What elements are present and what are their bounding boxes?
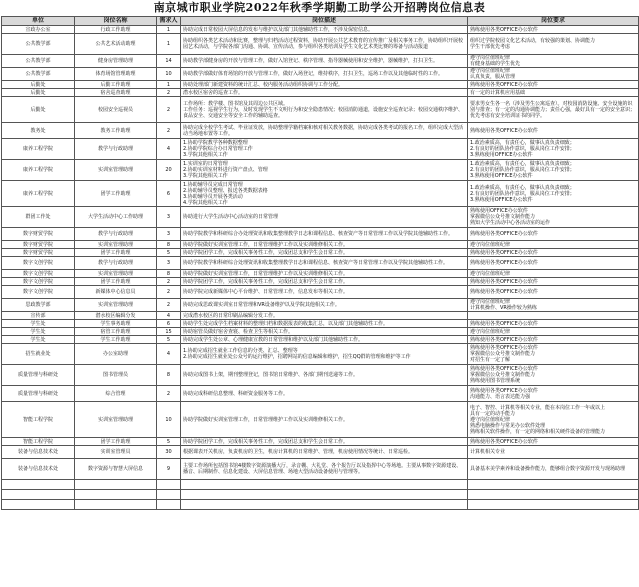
- cell-num[interactable]: 8: [157, 365, 181, 386]
- cell-req[interactable]: 1.政治素质高，有责任心，做事认真负责细致； 2.有良好的团队协作意识，服从岗位工作安排； 3.熟练使用OFFICE办公软件: [468, 181, 639, 207]
- cell-desc[interactable]: 协助处理部门新建资料的统计汇总、校内服务活动组织协调与工作分配。: [181, 81, 468, 89]
- table-row: [2, 228, 639, 241]
- cell-req[interactable]: 熟练使用各类OFFICE办公软件: [468, 249, 639, 257]
- empty-row: [2, 490, 639, 500]
- cell-req[interactable]: 有一定的计算机应用基础: [468, 89, 639, 97]
- cell-unit[interactable]: 学生处: [2, 320, 75, 328]
- cell-req[interactable]: 熟练使用各类OFFICE办公软件: [468, 257, 639, 270]
- cell-post[interactable]: 校园安全巡视员: [75, 97, 157, 123]
- cell-post[interactable]: 图书管理员: [75, 365, 157, 386]
- header-req: 岗位要求: [468, 17, 639, 26]
- cell-desc[interactable]: 协助教学部做好体育场馆的开放与管理工作，做好入场登记，维持秩序，打扫卫生，巡场工作以及其他临时性的工作。: [181, 68, 468, 81]
- cell-desc[interactable]: 协助学院团学工作，完成相关事务性工作，完成团总支和学生会日常工作。: [181, 278, 468, 286]
- cell-unit[interactable]: 数字文创学院: [2, 278, 75, 286]
- cell-num[interactable]: 2: [157, 97, 181, 123]
- table-row: [2, 278, 639, 286]
- cell-post[interactable]: 实训室管理员: [75, 446, 157, 459]
- table-row: [2, 139, 639, 160]
- cell-num[interactable]: 4: [157, 312, 181, 320]
- header-unit: 单位: [2, 17, 75, 26]
- cell-unit[interactable]: 公共教学部: [2, 68, 75, 81]
- cell-post[interactable]: 综合管理: [75, 386, 157, 402]
- cell-unit[interactable]: 学生处: [2, 336, 75, 344]
- cell-post[interactable]: 公共艺术活动助理: [75, 34, 157, 55]
- empty-cell[interactable]: [181, 490, 468, 500]
- cell-post[interactable]: 教学与行政助理: [75, 257, 157, 270]
- cell-unit[interactable]: 宣传部: [2, 312, 75, 320]
- cell-post[interactable]: 宿管工作助理: [75, 328, 157, 336]
- table-row: [2, 241, 639, 249]
- cell-unit[interactable]: 后勤处: [2, 89, 75, 97]
- cell-req[interactable]: 1.政治素质高，有责任心，做事认真负责细致； 2.有良好的团队协作意识，服从岗位工作安排； 3.熟练使用OFFICE办公软件: [468, 160, 639, 181]
- cell-num[interactable]: 2: [157, 278, 181, 286]
- cell-desc[interactable]: 1.协助学院教学各种数据整理 2.协助学院综合办日常管理工作 3.学院其他相关工作: [181, 139, 468, 160]
- cell-unit[interactable]: 学生处: [2, 328, 75, 336]
- cell-req[interactable]: 熟练使用各类OFFICE办公软件: [468, 336, 639, 344]
- cell-post[interactable]: 教学与行政助理: [75, 139, 157, 160]
- cell-unit[interactable]: 数字财贸学院: [2, 228, 75, 241]
- cell-desc[interactable]: 主要工作场所包括图书馆4楼数字资源演播大厅，录音棚、大礼堂、各个报告厅以及指挥中心等场地。主要从事数字资源建设、播音、后期制作、信息化建设、大屏信息管理、场地大型活动设备使用与管理等。: [181, 459, 468, 480]
- cell-unit[interactable]: 招生就业处: [2, 344, 75, 365]
- cell-unit[interactable]: 公共教学部: [2, 34, 75, 55]
- table-row: [2, 257, 639, 270]
- cell-num[interactable]: 30: [157, 446, 181, 459]
- cell-num[interactable]: 10: [157, 402, 181, 438]
- table-row: [2, 286, 639, 299]
- cell-desc[interactable]: 协助学院做好实训室管理工作，日常管理维护工作以及实训维修相关工作。: [181, 241, 468, 249]
- cell-req[interactable]: 遵守岗位值班纪律 计算机操作、VR操作较为熟练: [468, 299, 639, 312]
- cell-post[interactable]: 实训室管理助理: [75, 402, 157, 438]
- cell-desc[interactable]: 协助学院教学和科研综合办处理资讯和收集整理教学日志和课程信息、核查资产等日常管理工作以及学院其他辅助性工作。: [181, 228, 468, 241]
- cell-req[interactable]: 熟练使用各类OFFICE办公软件: [468, 81, 639, 89]
- empty-cell[interactable]: [2, 480, 75, 490]
- cell-unit[interactable]: 后勤处: [2, 81, 75, 89]
- cell-post[interactable]: 教务工作助理: [75, 123, 157, 139]
- cell-req[interactable]: 1.政治素质高，有责任心，做事认真负责细致； 2.有良好的团队协作意识，服从岗位工作安排； 3.熟练使用OFFICE办公软件: [468, 139, 639, 160]
- header-row: [2, 17, 639, 26]
- cell-num[interactable]: 5: [157, 336, 181, 344]
- cell-req[interactable]: 熟练使用各类OFFICE办公软件: [468, 438, 639, 446]
- cell-req[interactable]: 组织过学院校园文化艺术活动，有较强的策划、协调能力 学生干部优先考虑: [468, 34, 639, 55]
- cell-post[interactable]: 团学工作助理: [75, 181, 157, 207]
- cell-desc[interactable]: 完成潜水校区的日常印刷品编辑分发工作。: [181, 312, 468, 320]
- cell-desc[interactable]: 协助学院团学工作，完成相关事务性工作，完成团总支和学生会日常工作。: [181, 249, 468, 257]
- empty-cell[interactable]: [75, 480, 157, 490]
- cell-unit[interactable]: 后勤处: [2, 97, 75, 123]
- table-row: [2, 89, 639, 97]
- cell-desc[interactable]: 协助完成科研信息整理、科研资金服务等工作。: [181, 386, 468, 402]
- table-row: [2, 336, 639, 344]
- cell-req[interactable]: 遵守岗位值班纪律: [468, 270, 639, 278]
- empty-cell[interactable]: [157, 500, 181, 510]
- cell-post[interactable]: 团学工作助理: [75, 249, 157, 257]
- empty-cell[interactable]: [181, 500, 468, 510]
- cell-post[interactable]: 办公室助理: [75, 344, 157, 365]
- cell-desc[interactable]: 潜水校区宿舍的巡查工作。: [181, 89, 468, 97]
- cell-req[interactable]: 熟练使用各类OFFICE办公软件: [468, 228, 639, 241]
- cell-unit[interactable]: 数字文创学院: [2, 257, 75, 270]
- empty-cell[interactable]: [157, 490, 181, 500]
- table-row: [2, 459, 639, 480]
- table-row: [2, 68, 639, 81]
- cell-num[interactable]: 2: [157, 123, 181, 139]
- cell-post[interactable]: 新媒体中心信息员: [75, 286, 157, 299]
- cell-desc[interactable]: 协助完成日常校园大屏信息的发布与维护以及部门其他辅助性工作，不涉及保密信息。: [181, 26, 468, 34]
- cell-desc[interactable]: 协助进行大学生活动中心活动室的日常管理: [181, 207, 468, 228]
- cell-unit[interactable]: 智能工程学院: [2, 402, 75, 438]
- cell-post[interactable]: 学生事务助理: [75, 320, 157, 328]
- cell-num[interactable]: 20: [157, 160, 181, 181]
- header-desc: 岗位描述: [181, 17, 468, 26]
- table-row: [2, 55, 639, 68]
- cell-unit[interactable]: 数字文创学院: [2, 270, 75, 278]
- empty-cell[interactable]: [75, 500, 157, 510]
- cell-req[interactable]: 熟练使用各类OFFICE办公软件: [468, 320, 639, 328]
- cell-desc[interactable]: 协助学院教学和科研综合处理资讯和收集整理教学日志和课程信息、核查资产等日常管理工作以及学院其他辅助性工作。: [181, 257, 468, 270]
- table-row: [2, 365, 639, 386]
- cell-num[interactable]: 3: [157, 207, 181, 228]
- empty-cell[interactable]: [468, 480, 639, 490]
- cell-num[interactable]: 8: [157, 270, 181, 278]
- cell-unit[interactable]: 数字财贸学院: [2, 241, 75, 249]
- cell-unit[interactable]: 装备与信息技术处: [2, 459, 75, 480]
- cell-req[interactable]: 遵守岗位值班纪律: [468, 328, 639, 336]
- cell-num[interactable]: 5: [157, 438, 181, 446]
- cell-num[interactable]: 2: [157, 386, 181, 402]
- cell-unit[interactable]: 群团工作处: [2, 207, 75, 228]
- cell-post[interactable]: 团学工作助理: [75, 278, 157, 286]
- cell-req[interactable]: 遵守岗位值班纪律 认真负责，服从管理: [468, 68, 639, 81]
- cell-desc[interactable]: 协助学院做好实训室管理工作，日常管理维护工作以及实训维修相关工作。: [181, 402, 468, 438]
- table-row: [2, 446, 639, 459]
- cell-post[interactable]: 行政工作助理: [75, 26, 157, 34]
- cell-post[interactable]: 数字资源与智慧大屏信息: [75, 459, 157, 480]
- cell-desc[interactable]: 协助学院做好实训室管理工作，日常管理维护工作以及实训维修相关工作。: [181, 270, 468, 278]
- table-row: [2, 123, 639, 139]
- cell-unit[interactable]: 数字财贸学院: [2, 249, 75, 257]
- cell-desc[interactable]: 1.协助完成招生就业工作信息的分类、汇总、整理等 2.协助完成招生就业处公众号的运行维护，招聘网站的信息编辑和维护，招生QQ群的管理和维护等工作: [181, 344, 468, 365]
- cell-num[interactable]: 6: [157, 320, 181, 328]
- cell-post[interactable]: 宿舍巡查助理: [75, 89, 157, 97]
- job-table: [1, 16, 639, 510]
- cell-post[interactable]: 健身房管理助理: [75, 55, 157, 68]
- cell-req[interactable]: 熟练使用各类OFFICE办公软件: [468, 26, 639, 34]
- page-title: 南京城市职业学院2022年秋季学期勤工助学公开招聘岗位信息表: [153, 1, 486, 14]
- cell-desc[interactable]: 1.协助辅导员完成日常管理 2.协助辅导员整理、报送各类数据表格 3.协助辅导员开展各类活动 4.学院其他相关工作: [181, 181, 468, 207]
- table-row: [2, 320, 639, 328]
- cell-req[interactable]: 熟练使用各类OFFICE办公软件: [468, 278, 639, 286]
- cell-desc[interactable]: 协助学生处完成学生档案材料的整理归档和数据报表的收集汇总，以及部门其他辅助性工作。: [181, 320, 468, 328]
- cell-num[interactable]: 10: [157, 68, 181, 81]
- table-row: [2, 181, 639, 207]
- cell-req[interactable]: 遵守岗位值班纪律: [468, 241, 639, 249]
- cell-req[interactable]: 熟练使用各类OFFICE办公软件: [468, 123, 639, 139]
- cell-desc[interactable]: 协助宿管员做好宿舍查寝、检查卫生等相关工作。: [181, 328, 468, 336]
- cell-num[interactable]: 14: [157, 55, 181, 68]
- cell-req[interactable]: 熟练使用各类OFFICE办公软件 掌握微信公众号推文制作能力 熟练使用图书管理系统: [468, 365, 639, 386]
- cell-unit[interactable]: 数字文创学院: [2, 286, 75, 299]
- cell-num[interactable]: 15: [157, 328, 181, 336]
- cell-post[interactable]: 实训室管理助理: [75, 160, 157, 181]
- header-post: 岗位名称: [75, 17, 157, 26]
- empty-cell[interactable]: [157, 480, 181, 490]
- cell-desc[interactable]: 协助学院团学工作，完成相关事务性工作，完成团总支和学生会日常工作。: [181, 438, 468, 446]
- table-row: [2, 270, 639, 278]
- empty-cell[interactable]: [2, 500, 75, 510]
- cell-post[interactable]: 团学工作助理: [75, 438, 157, 446]
- cell-post[interactable]: 实训室管理助理: [75, 241, 157, 249]
- cell-num[interactable]: 1: [157, 81, 181, 89]
- cell-req[interactable]: 计算机相关专业: [468, 446, 639, 459]
- cell-unit[interactable]: 康养工程学院: [2, 160, 75, 181]
- cell-post[interactable]: 实训室管理助理: [75, 299, 157, 312]
- table-row: [2, 312, 639, 320]
- table-row: [2, 97, 639, 123]
- header-num: 需求人: [157, 17, 181, 26]
- cell-unit[interactable]: 公共教学部: [2, 55, 75, 68]
- cell-desc[interactable]: 协助教学部健身房的开放与管理工作，做好入馆登记、秩序管理、指导器械使用和安全维护，器械维护，打扫卫生。: [181, 55, 468, 68]
- cell-req[interactable]: 遵守岗位值班纪律 有健身基础的学生优先: [468, 55, 639, 68]
- cell-unit[interactable]: 智能工程学院: [2, 438, 75, 446]
- cell-num[interactable]: 6: [157, 181, 181, 207]
- cell-desc[interactable]: 根据课表开关机房，负责机房的卫生，机房计算机的日常维护、管理，机房使用情况等统计、日常巡检。: [181, 446, 468, 459]
- cell-req[interactable]: 电子、智控、计算机等相关专业，能在本岗位工作一年或以上 具有一定的动手能力 遵守岗位值班纪律 熟悉电脑操作与常见办公软件处理 熟练相关软件操作，有一定的网络和相关硬件设备的管理能力: [468, 402, 639, 438]
- table-row: [2, 328, 639, 336]
- cell-num[interactable]: 4: [157, 344, 181, 365]
- cell-req[interactable]: 熟练使用各类OFFICE办公软件 掌握微信公众号推文制作能力 对招生有一定了解: [468, 344, 639, 365]
- table-row: [2, 26, 639, 34]
- cell-post[interactable]: 后勤工作助理: [75, 81, 157, 89]
- cell-post[interactable]: 体育场馆管理助理: [75, 68, 157, 81]
- cell-num[interactable]: 2: [157, 286, 181, 299]
- table-row: [2, 34, 639, 55]
- cell-desc[interactable]: 协助完成学生处公章、心理健康宣教的日常管理和维护以及部门其他辅助性工作。: [181, 336, 468, 344]
- table-row: [2, 386, 639, 402]
- empty-cell[interactable]: [468, 490, 639, 500]
- table-row: [2, 207, 639, 228]
- cell-req[interactable]: [468, 312, 639, 320]
- cell-unit[interactable]: 质量管理与科研处: [2, 386, 75, 402]
- table-row: [2, 438, 639, 446]
- cell-unit[interactable]: 宣政办公室: [2, 26, 75, 34]
- cell-desc[interactable]: 协助学院完成新媒体中心平台维护、日常管理工作，信息发布等相关工作。: [181, 286, 468, 299]
- cell-post[interactable]: 学生工作助理: [75, 336, 157, 344]
- cell-num[interactable]: 4: [157, 139, 181, 160]
- cell-unit[interactable]: 教务处: [2, 123, 75, 139]
- table-row: [2, 249, 639, 257]
- cell-post[interactable]: 潜水校区编辑分发: [75, 312, 157, 320]
- cell-req[interactable]: 具备基本美学素养和设备操作能力，能够组合数字资源开发与现场助理: [468, 459, 639, 480]
- empty-cell[interactable]: [2, 490, 75, 500]
- cell-unit[interactable]: 思政教学部: [2, 299, 75, 312]
- cell-num[interactable]: 1: [157, 34, 181, 55]
- cell-unit[interactable]: 质量管理与科研处: [2, 365, 75, 386]
- cell-num[interactable]: 1: [157, 26, 181, 34]
- cell-req[interactable]: 熟练使用各类OFFICE办公软件: [468, 286, 639, 299]
- empty-row: [2, 500, 639, 510]
- cell-req[interactable]: 熟练使用OFFICE办公软件 掌握微信公众号推文制作能力 熟知大学生活动中心各活动室的运作: [468, 207, 639, 228]
- cell-num[interactable]: 5: [157, 249, 181, 257]
- table-row: [2, 402, 639, 438]
- cell-unit[interactable]: 装备与信息技术处: [2, 446, 75, 459]
- table-row: [2, 299, 639, 312]
- cell-desc[interactable]: 协助完成思政课实训室日常管理和VR设备维护以及学院其他相关工作。: [181, 299, 468, 312]
- cell-req[interactable]: 要求男女生各一名（涉及男生公寓巡查）。对校园消防设施、安全设施的识别与排查；有一定的沟通协调能力；责任心强，最好具有一定的安全意识；优先考虑有安全培训证书的同学。: [468, 97, 639, 123]
- table-row: [2, 344, 639, 365]
- cell-desc[interactable]: 工作场所：教学楼、图书馆及其周边公共区域。 工作任务：巡视学生行为，及时发现学生不文明行为和安全隐患情况；校园消防通道，设施安全巡查记录；校园交通秩序维护、食品安全、交通安全等安全工作的辅助巡查。: [181, 97, 468, 123]
- cell-num[interactable]: 9: [157, 459, 181, 480]
- cell-num[interactable]: 2: [157, 89, 181, 97]
- empty-cell[interactable]: [75, 490, 157, 500]
- cell-desc[interactable]: 协助完成全校学生考试、毕业证发放，协助整理学籍档案和核对相关教务数据，协助完成各类考试的报名工作，组织完成大型活动当场地布置等工作。: [181, 123, 468, 139]
- cell-req[interactable]: 熟练使用各类OFFICE办公软件 沟通能力、语言表达能力强: [468, 386, 639, 402]
- cell-num[interactable]: 8: [157, 241, 181, 249]
- empty-cell[interactable]: [181, 480, 468, 490]
- cell-num[interactable]: 3: [157, 257, 181, 270]
- cell-post[interactable]: 大学生活动中心工作助理: [75, 207, 157, 228]
- table-row: [2, 160, 639, 181]
- cell-unit[interactable]: 康养工程学院: [2, 181, 75, 207]
- cell-unit[interactable]: 康养工程学院: [2, 139, 75, 160]
- cell-post[interactable]: 实训室管理助理: [75, 270, 157, 278]
- table-row: [2, 81, 639, 89]
- cell-desc[interactable]: 1.实训室的日常管理 2.协助实训室材料进行资产盘点、管理 3.学院其他相关工作: [181, 160, 468, 181]
- cell-desc[interactable]: 协助完成图书上架，期刊整理登记，图书馆日常维护、各部门期刊送递等工作。: [181, 365, 468, 386]
- cell-desc[interactable]: 协助组织各类艺术活动和比赛，整理与归档活动过程资料，协助开展公共艺术教育的宣传推广及相关事务工作，协助组织开展校园艺术活动，与学院各部门沟通、协调、宣传活动，参与组织各类培训及学生文化艺术类比赛的筹备与活动报道: [181, 34, 468, 55]
- empty-cell[interactable]: [468, 500, 639, 510]
- empty-row: [2, 480, 639, 490]
- cell-num[interactable]: 2: [157, 299, 181, 312]
- cell-num[interactable]: 3: [157, 228, 181, 241]
- cell-post[interactable]: 教学与行政助理: [75, 228, 157, 241]
